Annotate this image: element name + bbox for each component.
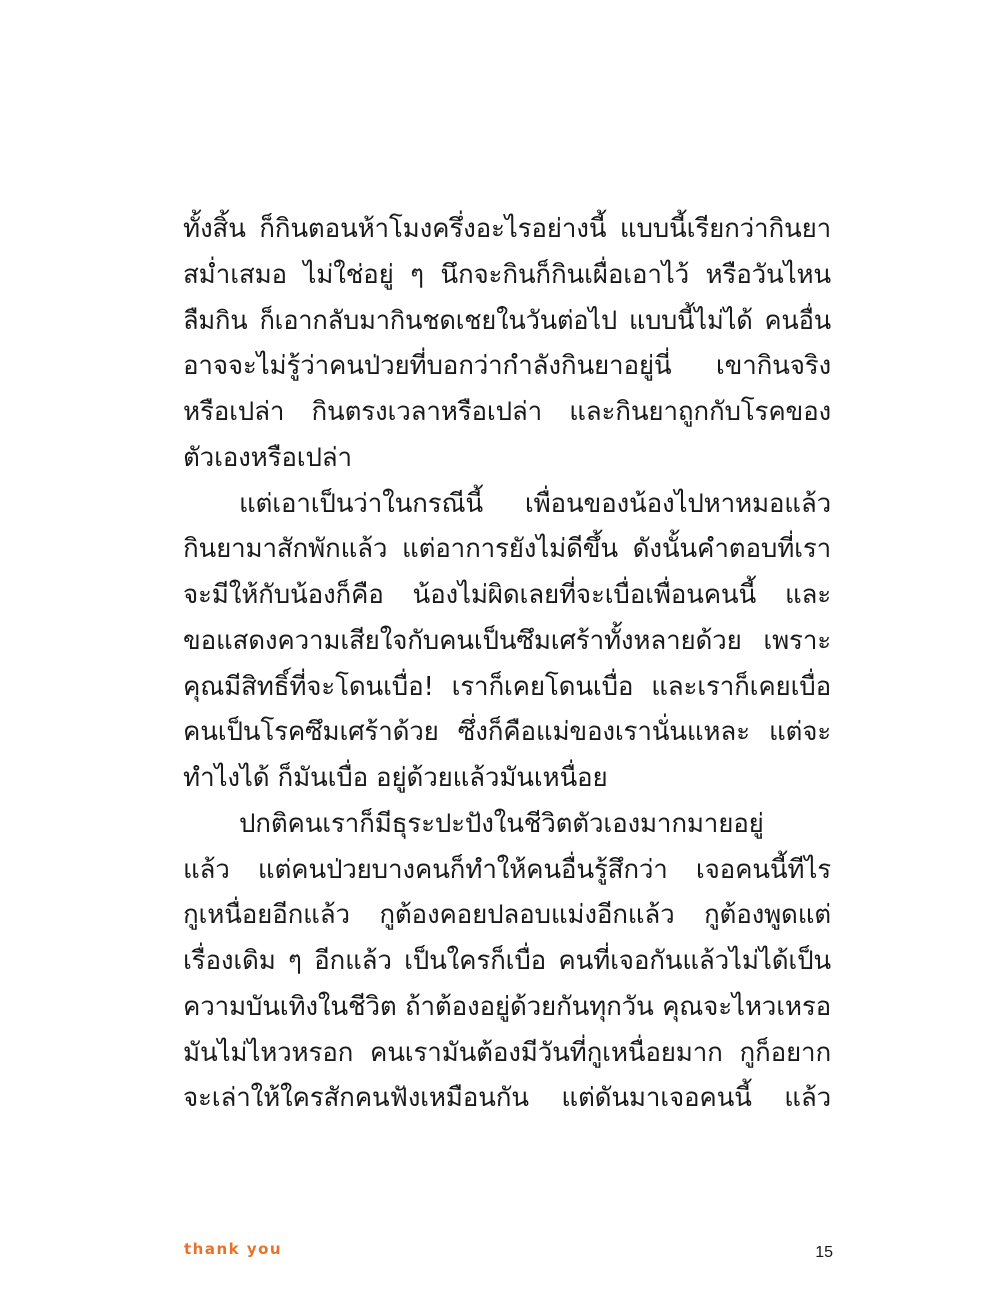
text-line: จะเล่าให้ใครสักคนฟังเหมือนกัน แต่ดันมาเจอคนนี้ แล้ว — [183, 1083, 831, 1114]
text-line: มันไม่ไหวหรอก คนเรามันต้องมีวันที่กูเหนื่อยมาก กูก็อยาก — [183, 1037, 831, 1068]
text-line: ลืมกิน ก็เอากลับมากินชดเชยในวันต่อไป แบบนี้ไม่ได้ คนอื่น — [183, 305, 831, 336]
footer-book-title: thank you — [184, 1240, 283, 1258]
body-text — [183, 207, 831, 1122]
text-line: คุณมีสิทธิ์ที่จะโดนเบื่อ! เราก็เคยโดนเบื่อ และเราก็เคยเบื่อ — [183, 671, 831, 702]
text-line: ทำไงได้ ก็มันเบื่อ อยู่ด้วยแล้วมันเหนื่อย — [183, 763, 608, 793]
text-line: จะมีให้กับน้องก็คือ น้องไม่ผิดเลยที่จะเบื่อเพื่อนคนนี้ และ — [183, 580, 831, 610]
text-line: แล้ว แต่คนป่วยบางคนก็ทำให้คนอื่นรู้สึกว่า เจอคนนี้ทีไร — [183, 854, 831, 885]
text-line: ตัวเองหรือเปล่า — [183, 442, 352, 473]
text-line: หรือเปล่า กินตรงเวลาหรือเปล่า และกินยาถูกกับโรคของ — [183, 397, 831, 427]
text-line: กินยามาสักพักแล้ว แต่อาการยังไม่ดีขึ้น ดังนั้นคำตอบที่เรา — [183, 534, 831, 565]
text-line: คนเป็นโรคซึมเศร้าด้วย ซึ่งก็คือแม่ของเรานั่นแหละ แต่จะ — [183, 717, 831, 748]
text-line: ความบันเทิงในชีวิต ถ้าต้องอยู่ด้วยกันทุกวัน คุณจะไหวเหรอ — [183, 991, 831, 1022]
page-number: 15 — [815, 1244, 833, 1261]
text-line: ทั้งสิ้น ก็กินตอนห้าโมงครึ่งอะไรอย่างนี้ แบบนี้เรียกว่ากินยา — [183, 214, 831, 244]
text-line: เรื่องเดิม ๆ อีกแล้ว เป็นใครก็เบื่อ คนที่เจอกันแล้วไม่ได้เป็น — [183, 946, 831, 976]
text-line: ปกติคนเราก็มีธุระปะปังในชีวิตตัวเองมากมายอยู่ — [239, 808, 764, 839]
text-line: ขอแสดงความเสียใจกับคนเป็นซึมเศร้าทั้งหลายด้วย เพราะ — [183, 625, 831, 656]
text-line: สม่ำเสมอ ไม่ใช่อยู่ ๆ นึกจะกินก็กินเผื่อเอาไว้ หรือวันไหน — [183, 259, 831, 290]
text-line: อาจจะไม่รู้ว่าคนป่วยที่บอกว่ากำลังกินยาอยู่นี่ เขากินจริง — [183, 351, 831, 382]
text-line: กูเหนื่อยอีกแล้ว กูต้องคอยปลอบแม่งอีกแล้ว กูต้องพูดแต่ — [183, 900, 831, 931]
text-line: แต่เอาเป็นว่าในกรณีนี้ เพื่อนของน้องไปหาหมอแล้ว — [239, 488, 831, 519]
